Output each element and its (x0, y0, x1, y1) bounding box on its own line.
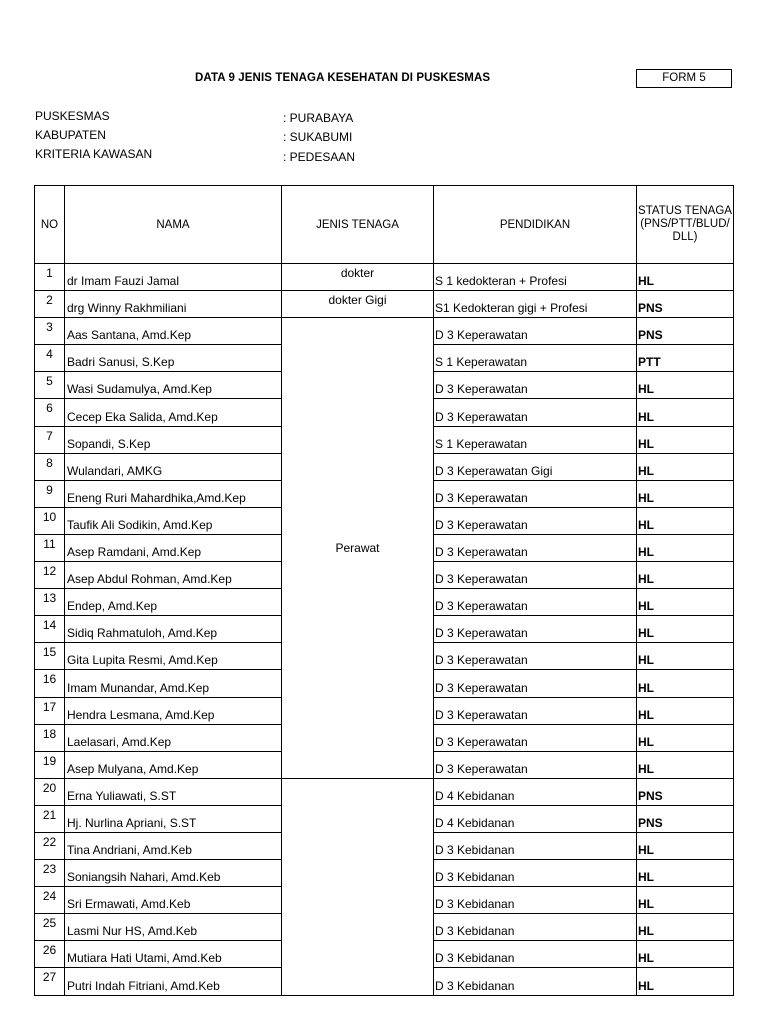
staff-name: Asep Abdul Rohman, Amd.Kep (65, 562, 282, 589)
staff-education: D 3 Kebidanan (434, 860, 637, 887)
row-number: 22 (35, 832, 65, 859)
staff-status: HL (637, 832, 734, 859)
staff-name: Eneng Ruri Mahardhika,Amd.Kep (65, 480, 282, 507)
row-number: 2 (35, 291, 65, 318)
staff-name: Asep Ramdani, Amd.Kep (65, 534, 282, 561)
row-number: 17 (35, 697, 65, 724)
staff-status: HL (637, 616, 734, 643)
staff-status: HL (637, 670, 734, 697)
staff-name: Hendra Lesmana, Amd.Kep (65, 697, 282, 724)
staff-name: Sidiq Rahmatuloh, Amd.Kep (65, 616, 282, 643)
staff-education: D 3 Keperawatan (434, 507, 637, 534)
row-number: 8 (35, 453, 65, 480)
row-number: 3 (35, 318, 65, 345)
staff-name: Imam Munandar, Amd.Kep (65, 670, 282, 697)
staff-name: Taufik Ali Sodikin, Amd.Kep (65, 507, 282, 534)
info-value: : PEDESAAN (283, 150, 356, 164)
row-number: 5 (35, 372, 65, 399)
staff-education: D 3 Keperawatan (434, 751, 637, 778)
staff-status: HL (637, 399, 734, 426)
staff-education: D 3 Kebidanan (434, 887, 637, 914)
staff-status: HL (637, 453, 734, 480)
staff-name: Wasi Sudamulya, Amd.Kep (65, 372, 282, 399)
document-title: DATA 9 JENIS TENAGA KESEHATAN DI PUSKESMAS (195, 72, 491, 84)
staff-name: Cecep Eka Salida, Amd.Kep (65, 399, 282, 426)
info-label: KRITERIA KAWASAN (35, 147, 153, 161)
column-header-no: NO (35, 186, 65, 264)
row-number: 13 (35, 589, 65, 616)
staff-status: HL (637, 697, 734, 724)
staff-education: D 3 Kebidanan (434, 914, 637, 941)
table-row (35, 778, 734, 805)
staff-education: D 3 Kebidanan (434, 968, 637, 995)
row-number: 7 (35, 426, 65, 453)
staff-status: PNS (637, 778, 734, 805)
staff-education: D 3 Kebidanan (434, 941, 637, 968)
row-number: 4 (35, 345, 65, 372)
staff-status: HL (637, 562, 734, 589)
staff-name: Sri Ermawati, Amd.Keb (65, 887, 282, 914)
staff-education: D 3 Kebidanan (434, 832, 637, 859)
staff-type: Perawat (282, 318, 434, 779)
table-body (35, 264, 734, 996)
staff-name: Laelasari, Amd.Kep (65, 724, 282, 751)
staff-education: D 3 Keperawatan (434, 480, 637, 507)
row-number: 19 (35, 751, 65, 778)
staff-name: Lasmi Nur HS, Amd.Keb (65, 914, 282, 941)
row-number: 11 (35, 534, 65, 561)
staff-name: Endep, Amd.Kep (65, 589, 282, 616)
staff-education: S 1 kedokteran + Profesi (434, 264, 637, 291)
info-value: : SUKABUMI (283, 130, 353, 144)
staff-education: D 3 Keperawatan (434, 562, 637, 589)
table-row (35, 264, 734, 291)
staff-education: D 3 Keperawatan (434, 616, 637, 643)
staff-name: Badri Sanusi, S.Kep (65, 345, 282, 372)
staff-name: Aas Santana, Amd.Kep (65, 318, 282, 345)
staff-education: D 4 Kebidanan (434, 778, 637, 805)
staff-status: HL (637, 860, 734, 887)
staff-education: D 3 Keperawatan (434, 697, 637, 724)
staff-name: Wulandari, AMKG (65, 453, 282, 480)
staff-status: PNS (637, 805, 734, 832)
row-number: 20 (35, 778, 65, 805)
info-label: PUSKESMAS (35, 109, 110, 123)
table-row (35, 291, 734, 318)
row-number: 25 (35, 914, 65, 941)
staff-name: dr Imam Fauzi Jamal (65, 264, 282, 291)
staff-status: HL (637, 372, 734, 399)
staff-education: D 3 Keperawatan (434, 372, 637, 399)
staff-type (282, 778, 434, 995)
staff-status: HL (637, 264, 734, 291)
row-number: 24 (35, 887, 65, 914)
staff-status: HL (637, 534, 734, 561)
staff-status: PTT (637, 345, 734, 372)
row-number: 26 (35, 941, 65, 968)
staff-education: S 1 Keperawatan (434, 345, 637, 372)
staff-name: Hj. Nurlina Apriani, S.ST (65, 805, 282, 832)
staff-status: HL (637, 751, 734, 778)
staff-table (34, 185, 734, 996)
staff-education: D 3 Keperawatan (434, 589, 637, 616)
staff-name: Mutiara Hati Utami, Amd.Keb (65, 941, 282, 968)
row-number: 21 (35, 805, 65, 832)
row-number: 9 (35, 480, 65, 507)
row-number: 18 (35, 724, 65, 751)
staff-name: Asep Mulyana, Amd.Kep (65, 751, 282, 778)
staff-status: HL (637, 480, 734, 507)
staff-education: D 3 Keperawatan (434, 670, 637, 697)
staff-status: HL (637, 426, 734, 453)
staff-status: HL (637, 724, 734, 751)
staff-education: D 3 Keperawatan Gigi (434, 453, 637, 480)
row-number: 15 (35, 643, 65, 670)
staff-status: HL (637, 589, 734, 616)
staff-education: S1 Kedokteran gigi + Profesi (434, 291, 637, 318)
column-header-jenis-tenaga: JENIS TENAGA (282, 186, 434, 264)
info-value: : PURABAYA (283, 111, 354, 125)
row-number: 16 (35, 670, 65, 697)
staff-name: Sopandi, S.Kep (65, 426, 282, 453)
staff-name: Tina Andriani, Amd.Keb (65, 832, 282, 859)
table-row (35, 318, 734, 345)
row-number: 12 (35, 562, 65, 589)
staff-education: D 3 Keperawatan (434, 724, 637, 751)
staff-education: D 3 Keperawatan (434, 399, 637, 426)
staff-education: D 4 Kebidanan (434, 805, 637, 832)
staff-status: HL (637, 507, 734, 534)
row-number: 27 (35, 968, 65, 995)
table-header-row (35, 186, 734, 264)
staff-status: PNS (637, 318, 734, 345)
staff-name: drg Winny Rakhmiliani (65, 291, 282, 318)
staff-name: Putri Indah Fitriani, Amd.Keb (65, 968, 282, 995)
staff-education: D 3 Keperawatan (434, 534, 637, 561)
staff-status: HL (637, 941, 734, 968)
row-number: 6 (35, 399, 65, 426)
staff-status: PNS (637, 291, 734, 318)
staff-type: dokter (282, 264, 434, 291)
staff-name: Gita Lupita Resmi, Amd.Kep (65, 643, 282, 670)
staff-education: D 3 Keperawatan (434, 643, 637, 670)
staff-status: HL (637, 643, 734, 670)
column-header-status-tenaga: STATUS TENAGA (PNS/PTT/BLUD/ DLL) (637, 186, 734, 264)
row-number: 23 (35, 860, 65, 887)
column-header-pendidikan: PENDIDIKAN (434, 186, 637, 264)
staff-status: HL (637, 914, 734, 941)
staff-status: HL (637, 887, 734, 914)
staff-name: Erna Yuliawati, S.ST (65, 778, 282, 805)
row-number: 10 (35, 507, 65, 534)
row-number: 14 (35, 616, 65, 643)
staff-education: S 1 Keperawatan (434, 426, 637, 453)
row-number: 1 (35, 264, 65, 291)
column-header-nama: NAMA (65, 186, 282, 264)
staff-type: dokter Gigi (282, 291, 434, 318)
staff-name: Soniangsih Nahari, Amd.Keb (65, 860, 282, 887)
staff-status: HL (637, 968, 734, 995)
info-label: KABUPATEN (35, 128, 106, 142)
staff-education: D 3 Keperawatan (434, 318, 637, 345)
form-label: FORM 5 (636, 69, 732, 88)
